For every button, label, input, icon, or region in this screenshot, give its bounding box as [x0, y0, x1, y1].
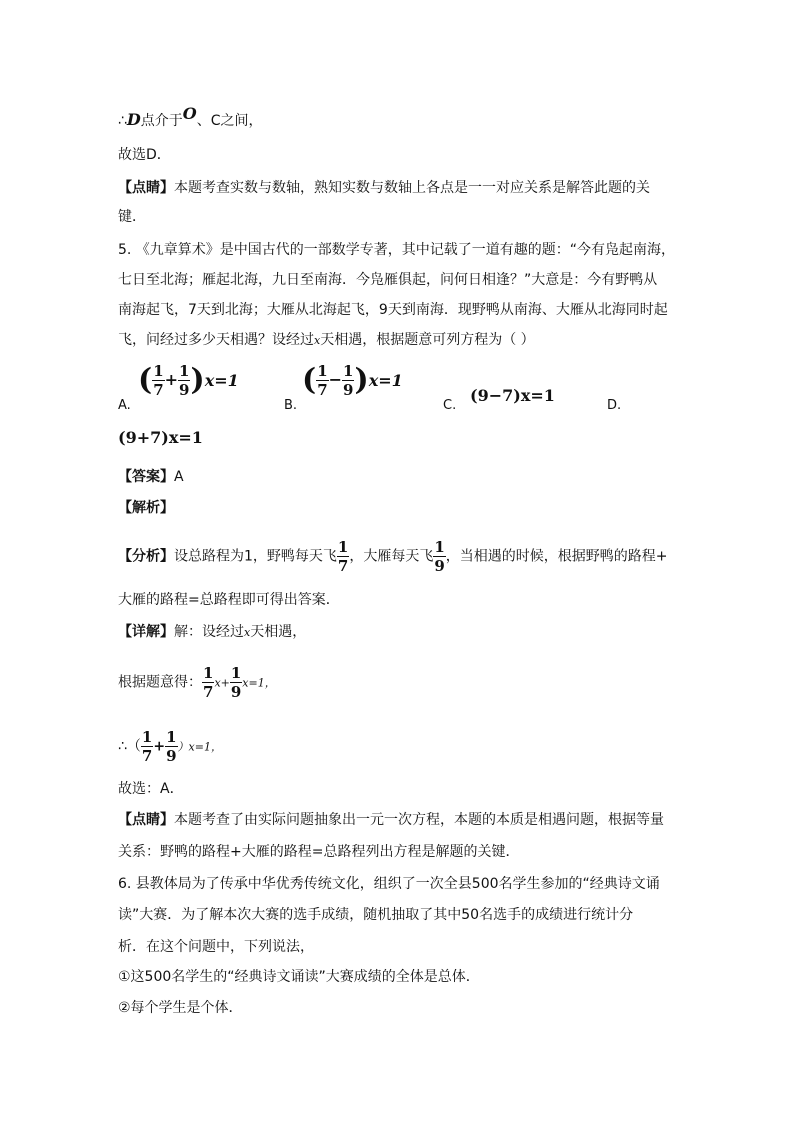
fraction-one-ninth — [433, 538, 445, 575]
answer-tag: 【答案】 — [118, 469, 174, 485]
text-fragment: 设总路程为1，野鸭每天飞 — [174, 548, 337, 565]
fraction-one-seventh — [337, 538, 349, 575]
comment-line — [118, 178, 650, 198]
q5-line-3: 南海起飞，7天到北海；大雁从北海起飞，9天到南海．现野鸭从南海、大雁从北海同时起 — [118, 302, 668, 318]
option-b-equation — [302, 362, 403, 399]
option-d-label: D. — [607, 398, 622, 413]
point-o: O — [182, 104, 197, 123]
equation-part: x+ — [214, 676, 230, 690]
paren: ( — [138, 362, 153, 398]
q6-statement-2: ②每个学生是个体． — [118, 1000, 243, 1016]
q5-line-4 — [118, 330, 535, 351]
text-fragment: ，当相遇的时候，根据野鸭的路程+ — [445, 548, 668, 565]
option-c-equation: (9−7)x=1 — [470, 386, 555, 405]
numerator: 1 — [317, 362, 328, 380]
equation-line-1 — [118, 664, 276, 702]
summary-tag: 【点睛】 — [118, 812, 174, 828]
denominator: 9 — [166, 747, 177, 765]
operator: − — [328, 370, 343, 389]
numerator: 1 — [179, 362, 190, 380]
equation-part: x=1， — [242, 676, 276, 690]
detail-tag: 【详解】 — [118, 624, 174, 640]
option-c-label: C. — [443, 398, 457, 413]
conclusion-line — [118, 104, 263, 131]
q6-line-3: 析．在这个问题中，下列说法， — [118, 939, 314, 955]
fraction — [152, 362, 164, 399]
comment-text: 本题考查实数与数轴，熟知实数与数轴上各点是一一对应关系是解答此题的关 — [174, 180, 650, 196]
analysis-line-cont: 大雁的路程=总路程即可得出答案． — [118, 592, 340, 608]
answer-line — [118, 467, 184, 487]
equation-tail: x=1 — [368, 371, 403, 390]
operator: + — [153, 738, 166, 755]
numerator: 1 — [153, 362, 164, 380]
var-x: x — [314, 334, 321, 347]
numerator: 1 — [141, 728, 153, 746]
fraction-one-seventh — [202, 664, 214, 701]
numerator: 1 — [166, 728, 177, 746]
paren: ) — [190, 362, 205, 398]
equation-part: ）x=1， — [177, 740, 222, 754]
text-fragment: 、C之间， — [196, 113, 263, 129]
denominator: 7 — [141, 747, 153, 765]
denominator: 7 — [317, 381, 328, 399]
fraction — [316, 362, 328, 399]
text-fragment: 解：设经过 — [174, 624, 244, 640]
denominator: 9 — [434, 557, 445, 575]
q6-statement-1: ①这500名学生的“经典诗文诵读”大赛成绩的全体是总体． — [118, 969, 480, 985]
option-a-label: A. — [118, 398, 131, 413]
denominator: 7 — [203, 683, 214, 701]
fraction — [342, 362, 354, 399]
numerator: 1 — [434, 538, 445, 556]
numerator: 1 — [343, 362, 354, 380]
comment-tag: 【点睛】 — [118, 180, 174, 196]
option-a-equation — [138, 362, 239, 399]
fraction — [178, 362, 190, 399]
therefore-symbol: ∴ — [118, 113, 127, 129]
text-fragment: 天相遇，根据题意可列方程为（ ） — [320, 332, 535, 348]
equation-line-2 — [118, 728, 222, 766]
q6-line-2: 读”大赛．为了解本次大赛的选手成绩，随机抽取了其中50名选手的成绩进行统计分 — [118, 907, 634, 923]
text-fragment: 天相遇， — [250, 624, 307, 640]
comment-line-cont: 键． — [118, 209, 146, 225]
text-fragment: ∴（ — [118, 738, 141, 755]
denominator: 9 — [230, 683, 242, 701]
text-fragment: ，大雁每天飞 — [349, 548, 434, 565]
denominator: 7 — [337, 557, 349, 575]
q5-line-2: 七日至北海；雁起北海，九日至南海．今凫雁俱起，问何日相逢？”大意是：今有野鸭从 — [118, 272, 658, 288]
text-fragment: 飞，问经过多少天相遇？设经过 — [118, 332, 314, 348]
choose-line: 故选：A． — [118, 781, 184, 797]
paren: ) — [354, 362, 369, 398]
analysis-line — [118, 538, 668, 575]
fraction-one-seventh — [141, 728, 153, 765]
summary-line — [118, 810, 664, 830]
operator: + — [164, 370, 179, 389]
q6-line-1: 6. 县教体局为了传承中华优秀传统文化，组织了一次全县500名学生参加的“经典诗文诵 — [118, 876, 660, 892]
text-fragment: 点介于 — [140, 113, 183, 129]
numerator: 1 — [337, 538, 349, 556]
text-fragment: 本题考查了由实际问题抽象出一元一次方程，本题的本质是相遇问题，根据等量 — [174, 812, 664, 828]
numerator: 1 — [230, 664, 242, 682]
numerator: 1 — [203, 664, 214, 682]
equation-tail: x=1 — [204, 371, 239, 390]
denominator: 7 — [153, 381, 164, 399]
text-fragment: 根据题意得： — [118, 674, 202, 691]
denominator: 9 — [343, 381, 354, 399]
paren: ( — [302, 362, 317, 398]
denominator: 9 — [179, 381, 190, 399]
option-b-label: B. — [284, 398, 298, 413]
answer-value: A — [174, 469, 184, 485]
detail-line — [118, 622, 306, 643]
var-x: x — [244, 626, 251, 639]
analysis-tag: 【解析】 — [118, 500, 174, 516]
fraction-one-ninth — [165, 728, 177, 765]
analysis-sub-tag: 【分析】 — [118, 548, 174, 565]
summary-line-cont: 关系：野鸭的路程+大雁的路程=总路程列出方程是解题的关键． — [118, 844, 520, 860]
point-d: D — [126, 110, 141, 129]
fraction-one-ninth — [230, 664, 242, 701]
option-d-equation: (9+7)x=1 — [118, 428, 203, 447]
q5-line-1: 5. 《九章算术》是中国古代的一部数学专著，其中记载了一道有趣的题：“今有凫起南海， — [118, 242, 676, 258]
choice-line: 故选D． — [118, 147, 171, 163]
